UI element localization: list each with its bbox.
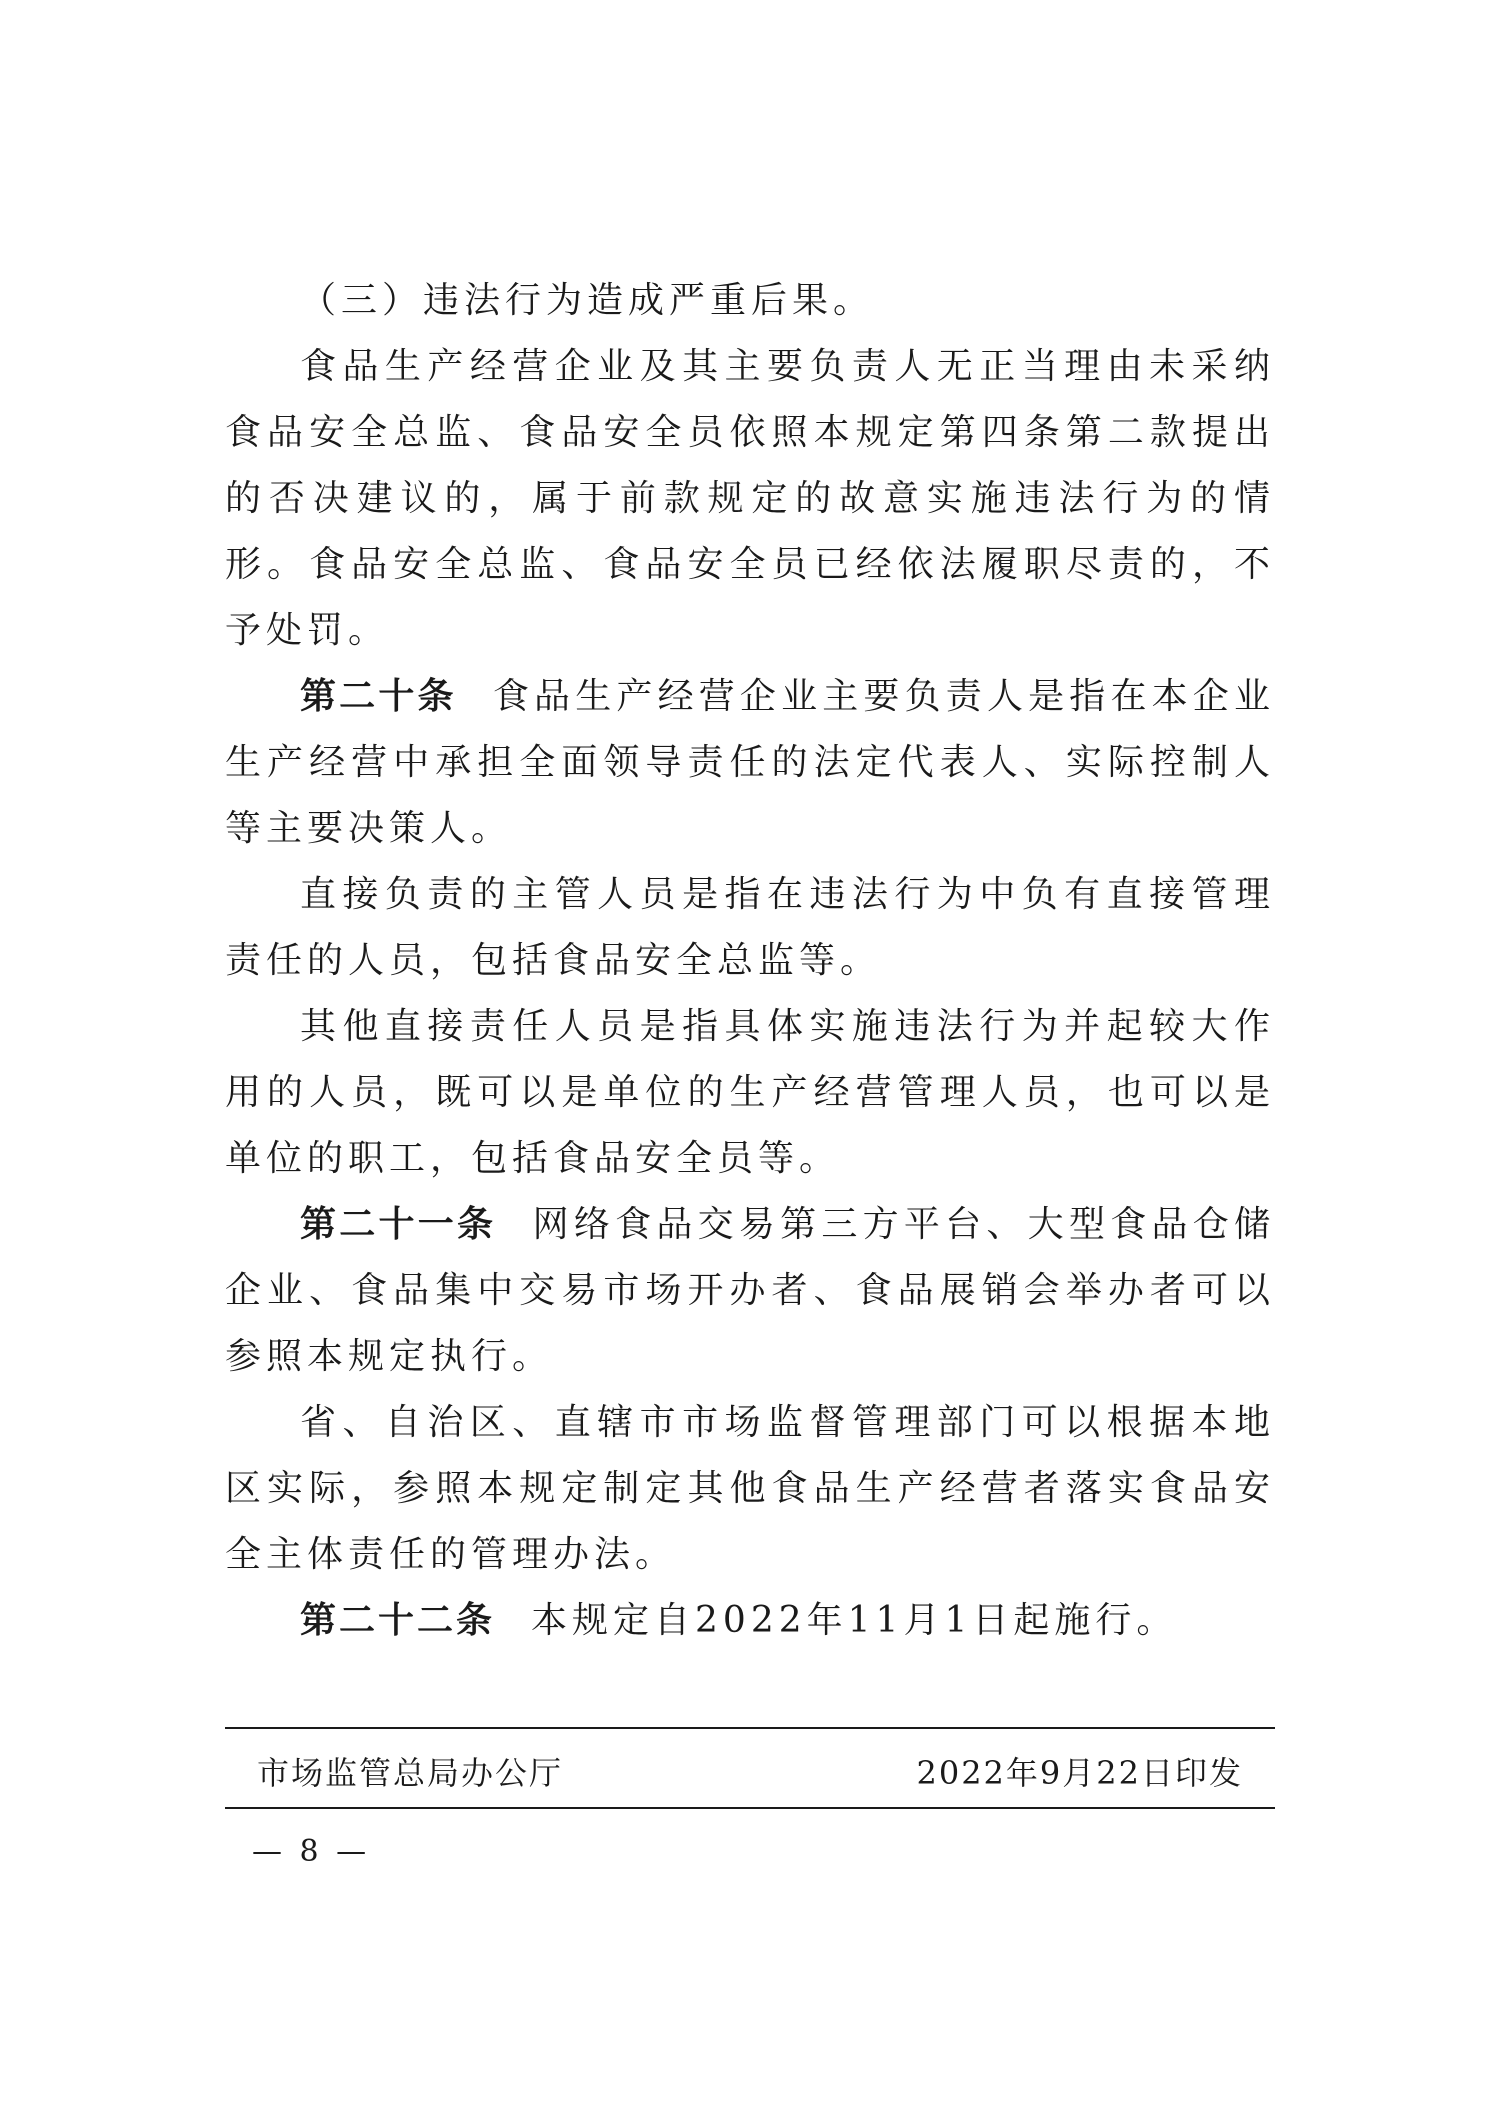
article-21: [225, 1192, 1275, 1390]
article-20: [225, 664, 1275, 862]
footer-bottom-rule: [225, 1807, 1275, 1809]
paragraph-item-3: [225, 268, 1275, 334]
article-heading: 第二十条: [300, 676, 457, 717]
body-text: [225, 268, 1275, 1654]
article-heading: 第二十二条: [300, 1600, 496, 1641]
paragraph-text: 食品生产经营企业及其主要负责人无正当理由未采纳食品安全总监、食品安全员依照本规定第四条第二款提出的否决建议的，属于前款规定的故意实施违法行为的情形。食品安全总监、食品安全员已经依法履职尽责的，不予处罚。: [225, 346, 1275, 651]
paragraph-text: 省、自治区、直辖市市场监督管理部门可以根据本地区实际，参照本规定制定其他食品生产经营者落实食品安全主体责任的管理办法。: [225, 1402, 1275, 1575]
paragraph-veto-clause: [225, 334, 1275, 664]
paragraph-text: 其他直接责任人员是指具体实施违法行为并起较大作用的人员，既可以是单位的生产经营管理人员，也可以是单位的职工，包括食品安全员等。: [225, 1006, 1275, 1179]
issue-date: 2022年9月22日印发: [916, 1754, 1243, 1792]
issuance-footer: [225, 1736, 1275, 1802]
page-number: — 8 —: [252, 1834, 371, 1869]
paragraph-text: 直接负责的主管人员是指在违法行为中负有直接管理责任的人员，包括食品安全总监等。: [225, 874, 1275, 981]
footer-top-rule: [225, 1727, 1275, 1729]
article-22: [225, 1588, 1275, 1654]
issuer-name: 市场监管总局办公厅: [257, 1754, 564, 1792]
article-text: 食品生产经营企业主要负责人是指在本企业生产经营中承担全面领导责任的法定代表人、实际控制人等主要决策人。: [225, 676, 1275, 849]
paragraph-direct-supervisor: [225, 862, 1275, 994]
paragraph-other-responsible: [225, 994, 1275, 1192]
article-text: 网络食品交易第三方平台、大型食品仓储企业、食品集中交易市场开办者、食品展销会举办者可以参照本规定执行。: [225, 1204, 1275, 1377]
paragraph-provincial: [225, 1390, 1275, 1588]
article-text: 本规定自2022年11月1日起施行。: [531, 1600, 1178, 1641]
article-heading: 第二十一条: [300, 1204, 497, 1245]
paragraph-text: （三）违法行为造成严重后果。: [300, 280, 875, 321]
